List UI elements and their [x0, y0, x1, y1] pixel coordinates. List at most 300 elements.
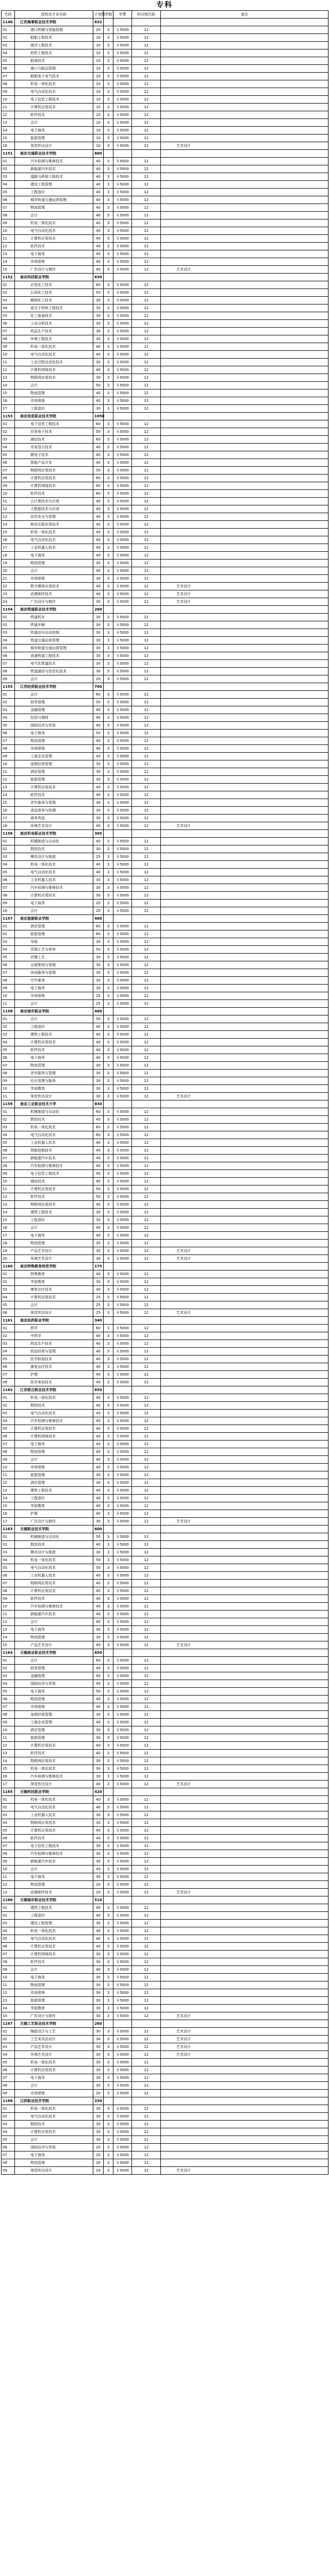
cell-length: 3 — [104, 1881, 113, 1889]
cell-length: 3 — [104, 629, 113, 637]
cell-subject: 12 — [132, 1093, 161, 1100]
cell-note — [161, 444, 328, 451]
cell-subject: 12 — [132, 1023, 161, 1031]
cell-subject: 12 — [132, 1495, 161, 1502]
cell-plan: 40 — [93, 521, 104, 529]
cell-plan: 20 — [93, 2144, 104, 2151]
table-row — [2, 923, 328, 930]
cell-code: 1162 — [2, 1386, 15, 1394]
cell-fee: ￥5000 — [113, 699, 132, 706]
cell-plan: 10 — [93, 96, 104, 104]
table-row — [2, 598, 328, 606]
cell-subject: 12 — [132, 1433, 161, 1440]
cell-note — [161, 745, 328, 753]
cell-fee: ￥5000 — [113, 1015, 132, 1023]
table-row — [2, 946, 328, 954]
cell-length: 3 — [104, 1247, 113, 1255]
cell-subject: 12 — [132, 1247, 161, 1255]
cell-code: 11 — [2, 1471, 15, 1479]
cell-name: 工商企业管理 — [15, 753, 93, 760]
cell-fee: ￥5000 — [113, 1209, 132, 1216]
cell-subject: 12 — [132, 1951, 161, 1958]
cell-plan: 30 — [93, 1989, 104, 1997]
cell-length: 3 — [104, 1533, 113, 1541]
cell-plan: 40 — [93, 822, 104, 830]
cell-plan: 50 — [93, 1688, 104, 1696]
cell-subject: 12 — [132, 1325, 161, 1332]
table-row — [2, 2028, 328, 2036]
cell-subject: 12 — [132, 49, 161, 57]
cell-name: 数控技术 — [15, 2121, 93, 2128]
cell-fee: ￥5000 — [113, 907, 132, 915]
cell-note: 艺术设计 — [161, 822, 328, 830]
cell-length: 3 — [104, 2059, 113, 2066]
cell-plan: 30 — [93, 876, 104, 884]
cell-fee: ￥5000 — [113, 436, 132, 444]
cell-name: 工业过程自动化技术 — [15, 359, 93, 366]
cell-plan: 40 — [93, 1742, 104, 1750]
cell-code: 03 — [2, 436, 15, 444]
cell-note — [161, 196, 328, 204]
cell-subject: 12 — [132, 1889, 161, 1896]
cell-note — [161, 536, 328, 544]
cell-plan: 30 — [93, 1734, 104, 1742]
cell-plan: 30 — [93, 1062, 104, 1070]
cell-note — [161, 1062, 328, 1070]
cell-note — [161, 490, 328, 498]
cell-name: 会计 — [15, 2136, 93, 2144]
cell-length: 3 — [104, 1155, 113, 1162]
cell-note — [161, 1394, 328, 1402]
cell-plan: 20 — [93, 1881, 104, 1889]
cell-plan: 30 — [93, 652, 104, 660]
cell-note — [161, 1410, 328, 1417]
cell-plan: 30 — [93, 892, 104, 900]
cell-subject — [132, 1317, 161, 1325]
table-row — [2, 645, 328, 652]
cell-subject: 12 — [132, 1626, 161, 1634]
cell-plan: 30 — [93, 1255, 104, 1263]
cell-note — [161, 900, 328, 907]
table-row — [2, 1827, 328, 1835]
cell-code: 08 — [2, 1162, 15, 1170]
cell-name: 建筑工程技术 — [15, 1209, 93, 1216]
table-row — [2, 173, 328, 181]
cell-name: 汽车检测与维修技术 — [15, 1773, 93, 1781]
cell-name: 护理 — [15, 1371, 93, 1379]
cell-plan: 50 — [93, 946, 104, 954]
cell-plan: 10 — [93, 57, 104, 65]
cell-name: 物流管理 — [15, 204, 93, 212]
school-row — [2, 2020, 328, 2028]
cell-note — [161, 938, 328, 946]
cell-plan: 40 — [93, 1379, 104, 1386]
cell-length: 3 — [104, 1688, 113, 1696]
cell-fee: ￥5000 — [113, 892, 132, 900]
cell-fee: ￥5000 — [113, 1549, 132, 1556]
cell-fee: ￥5000 — [113, 343, 132, 351]
cell-fee: ￥5000 — [113, 807, 132, 815]
cell-fee: ￥5000 — [113, 745, 132, 753]
cell-name: 新能源汽车技术 — [15, 165, 93, 173]
cell-name: 电气自动化技术 — [15, 1935, 93, 1943]
cell-plan: 10 — [93, 119, 104, 127]
cell-subject: 12 — [132, 1193, 161, 1201]
cell-note — [161, 1201, 328, 1209]
cell-fee: ￥5000 — [113, 567, 132, 575]
cell-code: 11 — [2, 498, 15, 505]
cell-fee: ￥5000 — [113, 876, 132, 884]
cell-name: 数控技术 — [15, 1116, 93, 1124]
table-row — [2, 1951, 328, 1958]
cell-name: 港口与航运管理 — [15, 65, 93, 73]
cell-fee: ￥5000 — [113, 1294, 132, 1301]
cell-note — [161, 923, 328, 930]
cell-name: 会计 — [15, 1657, 93, 1665]
cell-note — [161, 892, 328, 900]
cell-subject: 12 — [132, 1595, 161, 1603]
table-row — [2, 1394, 328, 1402]
cell-code: 11 — [2, 1981, 15, 1989]
cell-plan: 40 — [93, 451, 104, 459]
table-row — [2, 104, 328, 111]
table-row — [2, 807, 328, 815]
cell-note — [161, 1564, 328, 1572]
cell-fee: ￥5000 — [113, 1402, 132, 1410]
cell-note — [161, 1402, 328, 1410]
cell-length: 3 — [104, 1726, 113, 1734]
cell-plan: 40 — [93, 536, 104, 544]
cell-fee: ￥5000 — [113, 1332, 132, 1340]
cell-code: 04 — [2, 49, 15, 57]
table-row — [2, 1417, 328, 1425]
cell-name: 社区管理与服务 — [15, 1077, 93, 1085]
cell-note — [161, 1162, 328, 1170]
cell-name: 会计 — [15, 1301, 93, 1309]
cell-fee: ￥5000 — [113, 1742, 132, 1750]
cell-note — [161, 2074, 328, 2082]
cell-length: 3 — [104, 1981, 113, 1989]
table-row — [2, 892, 328, 900]
cell-code: 14 — [2, 127, 15, 134]
table-row — [2, 1139, 328, 1147]
cell-length: 3 — [104, 699, 113, 706]
cell-plan: 40 — [93, 1502, 104, 1510]
cell-code: 15 — [2, 389, 15, 397]
cell-plan: 30 — [93, 954, 104, 961]
cell-name: 软件技术 — [15, 1046, 93, 1054]
cell-code: 02 — [2, 1116, 15, 1124]
cell-name: 会计 — [15, 119, 93, 127]
cell-code: 04 — [2, 861, 15, 869]
cell-code: 06 — [2, 1309, 15, 1317]
cell-note — [161, 1270, 328, 1278]
cell-fee: ￥5000 — [113, 1611, 132, 1618]
cell-code: 04 — [2, 2128, 15, 2136]
cell-plan: 40 — [93, 1355, 104, 1363]
cell-code: 01 — [2, 1270, 15, 1278]
cell-code: 14 — [2, 521, 15, 529]
cell-code: 04 — [2, 181, 15, 189]
cell-length: 3 — [104, 2028, 113, 2036]
cell-fee: ￥5000 — [113, 1023, 132, 1031]
cell-plan: 30 — [93, 1634, 104, 1641]
cell-fee: ￥5000 — [113, 521, 132, 529]
table-row — [2, 1672, 328, 1680]
cell-note — [161, 1811, 328, 1819]
table-row — [2, 142, 328, 150]
cell-subject: 12 — [132, 2090, 161, 2097]
cell-subject: 12 — [132, 1757, 161, 1765]
cell-plan: 50 — [93, 428, 104, 436]
cell-note — [161, 985, 328, 992]
table-row — [2, 127, 328, 134]
cell-fee: ￥5000 — [113, 900, 132, 907]
cell-length: 3 — [104, 1711, 113, 1719]
cell-note — [161, 274, 328, 281]
table-row — [2, 1711, 328, 1719]
cell-note — [161, 784, 328, 791]
cell-fee: ￥5000 — [113, 1618, 132, 1626]
cell-name: 软件技术 — [15, 1958, 93, 1966]
cell-subject: 12 — [132, 1680, 161, 1688]
cell-note — [161, 1572, 328, 1580]
cell-length: 3 — [104, 598, 113, 606]
cell-plan: 40 — [93, 266, 104, 274]
cell-length: 3 — [104, 760, 113, 768]
cell-name: 工程造价 — [15, 1216, 93, 1224]
table-row — [2, 1332, 328, 1340]
cell-code: 15 — [2, 134, 15, 142]
cell-name: 视觉传达设计 — [15, 2167, 93, 2175]
cell-length: 3 — [104, 490, 113, 498]
cell-name: 机电一体化技术 — [15, 1124, 93, 1131]
cell-length: 3 — [104, 946, 113, 954]
cell-note — [161, 34, 328, 42]
cell-length: 3 — [104, 869, 113, 876]
cell-subject: 12 — [132, 544, 161, 552]
cell-subject: 12 — [132, 1842, 161, 1850]
cell-note — [161, 304, 328, 312]
cell-fee: ￥5000 — [113, 1626, 132, 1634]
cell-plan: 25 — [93, 1309, 104, 1317]
cell-code: 06 — [2, 652, 15, 660]
cell-subject: 12 — [132, 498, 161, 505]
table-row — [2, 1433, 328, 1440]
cell-subject: 12 — [132, 1155, 161, 1162]
cell-fee: ￥5000 — [113, 1804, 132, 1811]
cell-subject: 12 — [132, 212, 161, 219]
cell-subject: 12 — [132, 2012, 161, 2020]
cell-fee: ￥5000 — [113, 65, 132, 73]
cell-name: 软件技术 — [15, 1750, 93, 1757]
cell-fee: ￥5000 — [113, 938, 132, 946]
cell-fee: ￥5000 — [113, 281, 132, 289]
cell-fee: ￥5000 — [113, 1881, 132, 1889]
table-row — [2, 1595, 328, 1603]
cell-plan: 40 — [93, 1595, 104, 1603]
cell-subject: 12 — [132, 26, 161, 34]
cell-code: 02 — [2, 699, 15, 706]
cell-length: 3 — [104, 459, 113, 467]
cell-length: 3 — [104, 2159, 113, 2167]
cell-note — [161, 1294, 328, 1301]
cell-length: 3 — [104, 1835, 113, 1842]
cell-code: 07 — [2, 1951, 15, 1958]
cell-plan: 30 — [93, 2074, 104, 2082]
cell-code: 02 — [2, 1541, 15, 1549]
cell-code: 09 — [2, 1170, 15, 1178]
cell-note — [161, 1742, 328, 1750]
cell-plan: 175 — [93, 1263, 104, 1270]
cell-code: 12 — [2, 1989, 15, 1997]
cell-code: 05 — [2, 1564, 15, 1572]
cell-length: 3 — [104, 1062, 113, 1070]
cell-length: 3 — [104, 567, 113, 575]
cell-code: 07 — [2, 467, 15, 474]
cell-code: 02 — [2, 289, 15, 297]
cell-name: 机电一体化技术 — [15, 80, 93, 88]
table-row — [2, 884, 328, 892]
cell-subject: 12 — [132, 328, 161, 335]
cell-subject: 12 — [132, 1618, 161, 1626]
cell-name: 工程造价 — [15, 1495, 93, 1502]
table-row — [2, 165, 328, 173]
cell-subject: 12 — [132, 127, 161, 134]
cell-name: 旅游管理 — [15, 1734, 93, 1742]
cell-name: 汽车检测与维修技术 — [15, 1850, 93, 1858]
cell-note — [161, 227, 328, 235]
cell-fee: ￥5000 — [113, 1541, 132, 1549]
table-row — [2, 930, 328, 938]
table-row — [2, 938, 328, 946]
cell-code: 08 — [2, 1958, 15, 1966]
cell-code: 15 — [2, 266, 15, 274]
cell-name: 陶瓷设计与工艺 — [15, 2028, 93, 2036]
cell-plan: 40 — [93, 1201, 104, 1209]
cell-length: 3 — [104, 374, 113, 382]
table-row — [2, 853, 328, 861]
cell-fee: ￥5000 — [113, 335, 132, 343]
cell-code: 04 — [2, 1680, 15, 1688]
cell-plan: 30 — [93, 320, 104, 328]
cell-fee: ￥5000 — [113, 1634, 132, 1641]
table-row — [2, 1842, 328, 1850]
cell-length — [104, 1896, 113, 1904]
cell-length: 3 — [104, 1023, 113, 1031]
cell-fee: ￥5000 — [113, 505, 132, 513]
table-row — [2, 1556, 328, 1564]
cell-code: 10 — [2, 96, 15, 104]
cell-subject: 12 — [132, 815, 161, 822]
cell-plan: 10 — [93, 65, 104, 73]
cell-fee: ￥5000 — [113, 1889, 132, 1896]
cell-plan: 40 — [93, 1402, 104, 1410]
cell-fee: ￥5000 — [113, 2128, 132, 2136]
table-row — [2, 498, 328, 505]
cell-note: 艺术设计 — [161, 1889, 328, 1896]
cell-code: 08 — [2, 892, 15, 900]
cell-plan: 40 — [93, 1611, 104, 1618]
cell-code: 05 — [2, 1935, 15, 1943]
cell-name: 电子信息工程技术 — [15, 420, 93, 428]
cell-name: 高速铁道工程技术 — [15, 652, 93, 660]
cell-length: 3 — [104, 714, 113, 722]
cell-name: 南京科技职业学院 — [15, 274, 93, 281]
cell-subject: 12 — [132, 2113, 161, 2121]
cell-plan: 30 — [93, 328, 104, 335]
cell-fee: ￥5000 — [113, 668, 132, 675]
cell-note — [161, 1085, 328, 1093]
cell-fee: ￥5000 — [113, 1819, 132, 1827]
table-row — [2, 1819, 328, 1827]
table-row — [2, 1889, 328, 1896]
cell-length: 3 — [104, 838, 113, 845]
cell-name: 视觉传达设计 — [15, 1093, 93, 1100]
cell-fee: ￥5000 — [113, 119, 132, 127]
cell-code: 1163 — [2, 1526, 15, 1533]
cell-code: 02 — [2, 1402, 15, 1410]
cell-note — [161, 552, 328, 560]
cell-fee: ￥5000 — [113, 1873, 132, 1881]
cell-plan: 30 — [93, 1811, 104, 1819]
cell-code: 01 — [2, 923, 15, 930]
cell-name: 药品生产技术 — [15, 328, 93, 335]
cell-subject: 12 — [132, 513, 161, 521]
cell-note — [161, 637, 328, 645]
cell-code: 09 — [2, 1966, 15, 1974]
cell-name: 计算机应用技术 — [15, 1587, 93, 1595]
cell-subject: 12 — [132, 258, 161, 266]
table-row — [2, 181, 328, 189]
cell-fee: ￥5000 — [113, 1811, 132, 1819]
cell-plan: 30 — [93, 1951, 104, 1958]
table-row — [2, 2167, 328, 2175]
cell-plan: 40 — [93, 158, 104, 165]
cell-length: 3 — [104, 127, 113, 134]
cell-subject: 12 — [132, 1981, 161, 1989]
cell-plan: 30 — [93, 815, 104, 822]
table-row — [2, 567, 328, 575]
cell-subject: 12 — [132, 1634, 161, 1641]
cell-fee: ￥5000 — [113, 428, 132, 436]
cell-code: 02 — [2, 1912, 15, 1920]
table-row — [2, 722, 328, 730]
cell-name: 物流管理 — [15, 1062, 93, 1070]
table-row — [2, 289, 328, 297]
cell-code: 09 — [2, 2090, 15, 2097]
cell-note — [161, 668, 328, 675]
cell-subject: 12 — [132, 1062, 161, 1070]
cell-note — [161, 1023, 328, 1031]
cell-subject: 12 — [132, 521, 161, 529]
cell-code: 03 — [2, 629, 15, 637]
cell-subject: 12 — [132, 900, 161, 907]
cell-subject — [132, 19, 161, 26]
cell-subject: 12 — [132, 637, 161, 645]
cell-length: 3 — [104, 482, 113, 490]
cell-code: 08 — [2, 745, 15, 753]
cell-code: 08 — [2, 335, 15, 343]
cell-name: 计算机应用技术 — [15, 784, 93, 791]
cell-length: 3 — [104, 1116, 113, 1124]
cell-note — [161, 730, 328, 737]
cell-subject: 12 — [132, 2059, 161, 2066]
cell-subject: 12 — [132, 312, 161, 320]
cell-note — [161, 335, 328, 343]
cell-name: 物流管理 — [15, 1634, 93, 1641]
cell-subject: 12 — [132, 1031, 161, 1039]
